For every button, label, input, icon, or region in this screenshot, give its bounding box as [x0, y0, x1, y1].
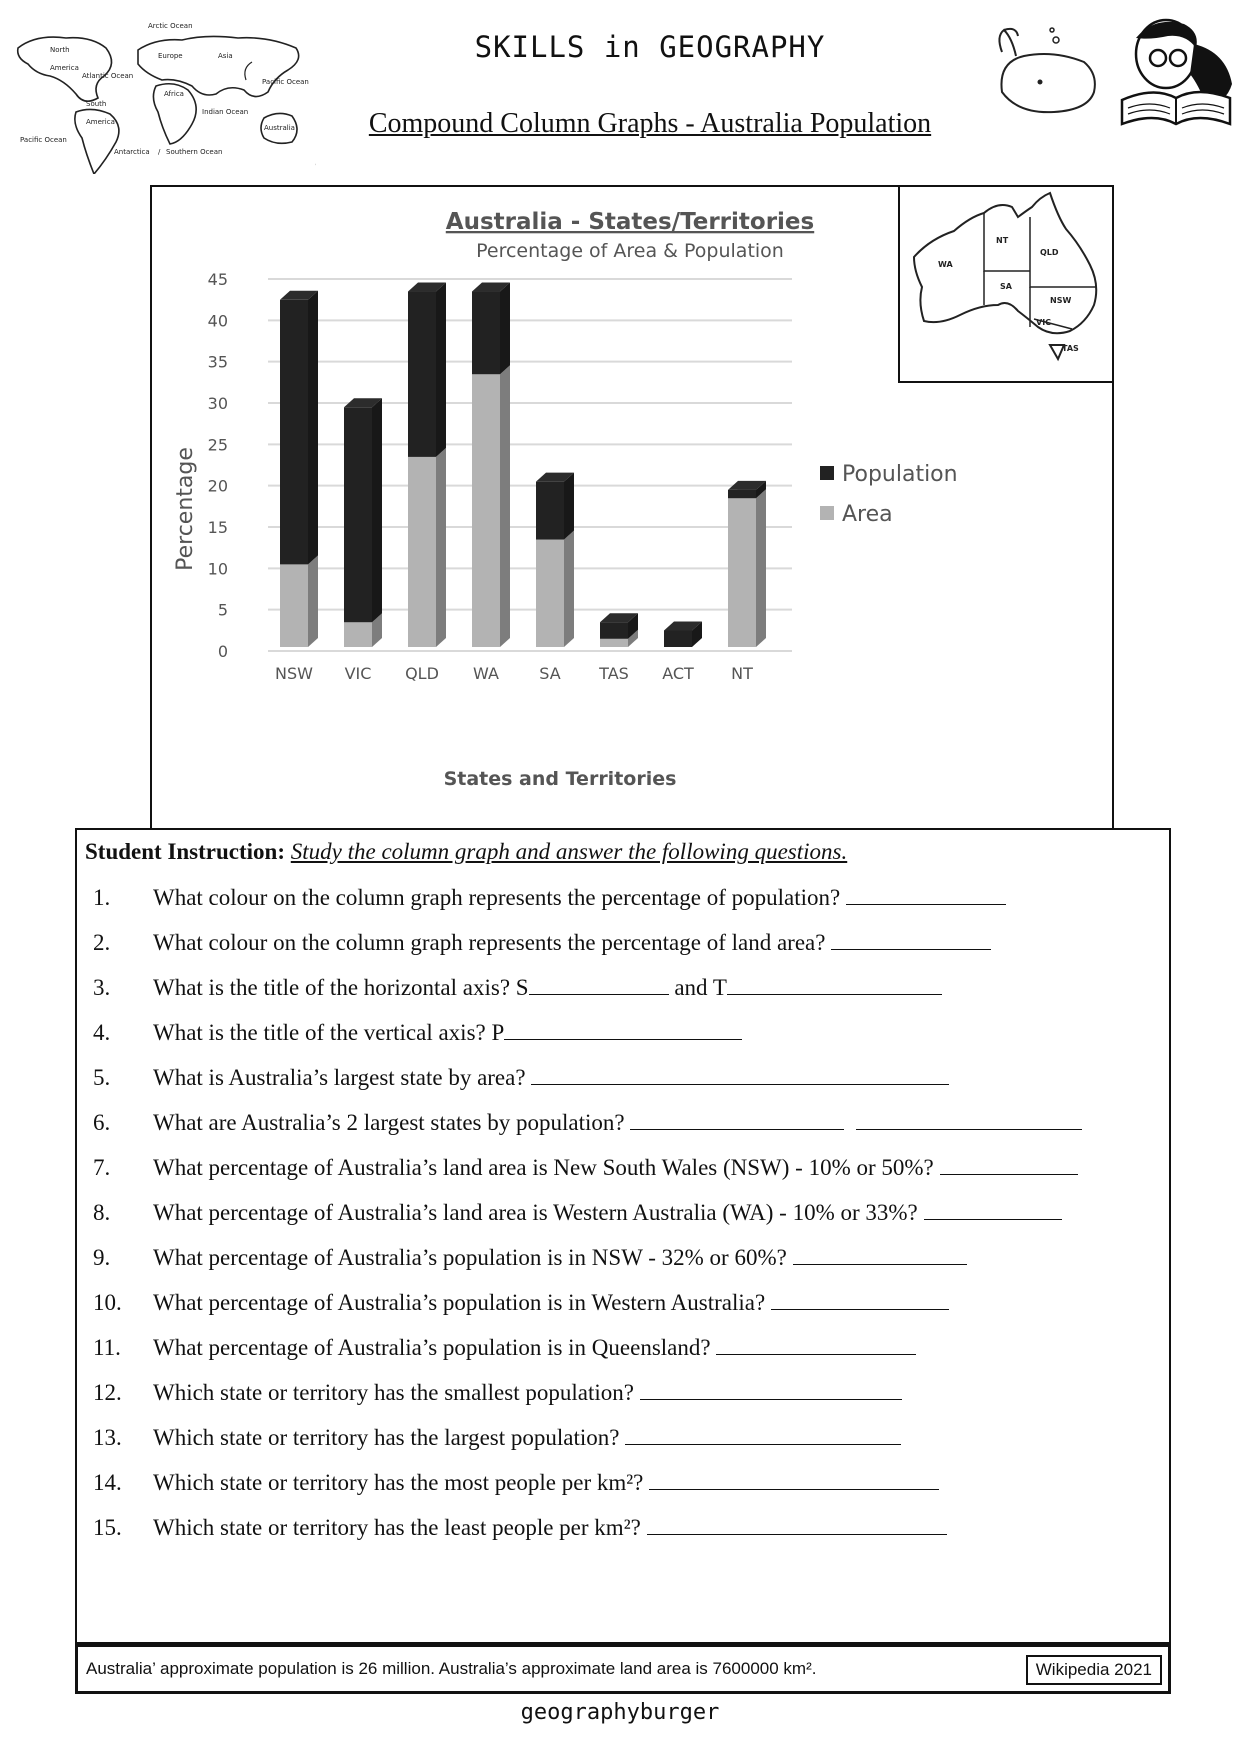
bar-side [500, 283, 510, 375]
bar-area-sa [536, 531, 574, 647]
question-text: Which state or territory has the smallest population? [153, 1380, 634, 1405]
question-14 [93, 1470, 939, 1496]
footer-note: Australia’ approximate population is 26 million. Australia’s approximate land area is 7600000 km². [86, 1659, 817, 1678]
y-axis-label: Percentage [173, 447, 198, 571]
bar-front [728, 498, 756, 647]
bar-front [472, 292, 500, 375]
question-3 [93, 975, 942, 1001]
x-tick-label: VIC [344, 664, 372, 683]
x-tick-label: WA [473, 664, 499, 683]
svg-text:NT QLD WA: NT QLD WA SA NSW VIC TAS [938, 236, 1079, 353]
bar-population-sa [536, 473, 574, 540]
question-number: 13. [93, 1425, 122, 1450]
answer-blank[interactable] [856, 1111, 1082, 1130]
answer-blank-t[interactable] [727, 976, 942, 995]
chart-title: Australia - States/Territories [445, 209, 815, 235]
question-number: 9. [93, 1245, 111, 1270]
answer-blank[interactable] [716, 1336, 916, 1355]
question-number: 1. [93, 885, 111, 910]
legend-label-area: Area [842, 502, 893, 527]
bar-population-wa [472, 283, 510, 375]
question-8 [93, 1200, 1062, 1226]
question-number: 7. [93, 1155, 111, 1180]
bar-side [500, 365, 510, 647]
question-1 [93, 885, 1006, 911]
chart-legend [820, 462, 958, 527]
bar-front [344, 407, 372, 622]
bar-area-wa [472, 365, 510, 647]
student-instruction [85, 839, 847, 865]
legend-swatch-population [820, 466, 834, 480]
bar-front [408, 292, 436, 457]
x-tick-label: SA [539, 664, 561, 683]
bar-front [280, 564, 308, 647]
x-tick-label: QLD [405, 664, 439, 683]
bar-front [600, 639, 628, 647]
bar-population-act [664, 621, 702, 647]
answer-blank[interactable] [625, 1426, 901, 1445]
y-tick-label: 25 [207, 435, 228, 455]
page-subtitle: Compound Column Graphs - Australia Population [368, 108, 932, 139]
question-13 [93, 1425, 901, 1451]
question-number: 14. [93, 1470, 122, 1495]
bar-side [308, 555, 318, 647]
x-tick-label: ACT [662, 664, 694, 683]
question-5 [93, 1065, 949, 1091]
question-text: What are Australia’s 2 largest states by population? [153, 1110, 625, 1135]
question-number: 6. [93, 1110, 111, 1135]
question-12 [93, 1380, 902, 1406]
question-number: 2. [93, 930, 111, 955]
instruction-label: Student Instruction: [85, 839, 286, 864]
bar-front [408, 457, 436, 647]
y-tick-label: 15 [207, 518, 228, 537]
legend-swatch-area [820, 506, 834, 520]
x-tick-label: NSW [275, 664, 313, 683]
question-number: 12. [93, 1380, 122, 1405]
question-text: What colour on the column graph represents the percentage of population? [153, 885, 841, 910]
question-box [75, 828, 1171, 1644]
page-title: SKILLS in GEOGRAPHY [474, 30, 826, 64]
question-text: What percentage of Australia’s population is in NSW - 32% or 60%? [153, 1245, 787, 1270]
y-tick-label: 10 [207, 559, 228, 579]
question-text: What percentage of Australia’s population is in Queensland? [153, 1335, 711, 1360]
question-number: 11. [93, 1335, 121, 1360]
bar-side [756, 489, 766, 647]
bar-front [664, 630, 692, 647]
bar-front [728, 490, 756, 498]
bar-side [308, 291, 318, 565]
bar-front [472, 374, 500, 647]
y-tick-label: 35 [207, 352, 228, 372]
bar-population-vic [344, 398, 382, 622]
bar-side [436, 283, 446, 457]
brand-name: geographyburger [520, 1700, 720, 1725]
whale-icon [994, 22, 1104, 118]
question-6 [93, 1110, 1082, 1136]
answer-blank[interactable] [846, 886, 1006, 905]
question-11 [93, 1335, 916, 1361]
bar-front [280, 300, 308, 565]
question-number: 8. [93, 1200, 111, 1225]
question-text: What percentage of Australia’s population is in Western Australia? [153, 1290, 766, 1315]
bar-population-nsw [280, 291, 318, 565]
question-number: 4. [93, 1020, 111, 1045]
y-tick-label: 40 [207, 311, 228, 331]
bar-area-nsw [280, 555, 318, 647]
svg-text:Arctic Ocean North: Arctic Ocean North America Europe Asia Atlantic Ocean Pacific Ocean Africa South America Indian Ocean Australia Pacific Ocean Antarctica / Southern Ocean [20, 22, 309, 156]
bar-area-qld [408, 448, 446, 647]
y-tick-label: 5 [217, 600, 228, 620]
answer-blank[interactable] [831, 931, 991, 950]
chart-subtitle: Percentage of Area & Population [476, 240, 784, 262]
australia-map-icon [898, 185, 1114, 383]
answer-blank[interactable] [649, 1471, 939, 1490]
bar-front [536, 482, 564, 540]
x-axis-label: States and Territories [443, 768, 677, 790]
bar-area-nt [728, 489, 766, 647]
question-number: 5. [93, 1065, 111, 1090]
question-text: What colour on the column graph represents the percentage of land area? [153, 930, 826, 955]
chart-frame [150, 185, 1114, 829]
question-text: Which state or territory has the most people per km²? [153, 1470, 644, 1495]
y-tick-label: 0 [217, 642, 228, 661]
question-text-2: and T [674, 975, 727, 1000]
question-4 [93, 1020, 742, 1046]
answer-blank[interactable] [771, 1291, 949, 1310]
question-text: Which state or territory has the largest population? [153, 1425, 620, 1450]
question-text: What is the title of the horizontal axis? S [153, 975, 529, 1000]
answer-blank[interactable] [924, 1201, 1062, 1220]
question-15 [93, 1515, 947, 1541]
answer-blank[interactable] [504, 1021, 742, 1040]
question-10 [93, 1290, 949, 1316]
question-text: What is the title of the vertical axis? P [153, 1020, 505, 1045]
y-tick-label: 20 [207, 476, 228, 496]
question-text: Which state or territory has the least people per km²? [153, 1515, 641, 1540]
reader-with-book-icon [1114, 14, 1238, 132]
question-7 [93, 1155, 1078, 1181]
bar-population-qld [408, 283, 446, 457]
footer-box [75, 1644, 1171, 1694]
bar-front [600, 622, 628, 639]
answer-blank[interactable] [531, 1066, 949, 1085]
answer-blank[interactable] [640, 1381, 902, 1400]
y-tick-label: 30 [207, 394, 228, 413]
world-map-icon [6, 14, 316, 174]
answer-blank[interactable] [647, 1516, 947, 1535]
source-badge: Wikipedia 2021 [1026, 1655, 1162, 1685]
answer-blank-s[interactable] [529, 976, 669, 995]
answer-blank[interactable] [793, 1246, 967, 1265]
question-text: What is Australia’s largest state by area? [153, 1065, 526, 1090]
bar-side [564, 473, 574, 540]
answer-blank[interactable] [630, 1111, 844, 1130]
bar-side [372, 398, 382, 622]
question-number: 3. [93, 975, 111, 1000]
question-text: What percentage of Australia’s land area is Western Australia (WA) - 10% or 33%? [153, 1200, 918, 1225]
question-number: 15. [93, 1515, 122, 1540]
legend-label-population: Population [842, 462, 958, 487]
bar-front [536, 540, 564, 647]
question-2 [93, 930, 991, 956]
x-tick-label: NT [731, 664, 753, 683]
bar-side [436, 448, 446, 647]
bar-front [344, 622, 372, 647]
instruction-task: Study the column graph and answer the following questions. [290, 839, 848, 864]
bar-side [564, 531, 574, 647]
question-text: What percentage of Australia’s land area is New South Wales (NSW) - 10% or 50%? [153, 1155, 934, 1180]
question-9 [93, 1245, 967, 1271]
answer-blank[interactable] [940, 1156, 1078, 1175]
x-tick-label: TAS [599, 664, 629, 683]
y-tick-label: 45 [207, 270, 228, 289]
question-number: 10. [93, 1290, 122, 1315]
